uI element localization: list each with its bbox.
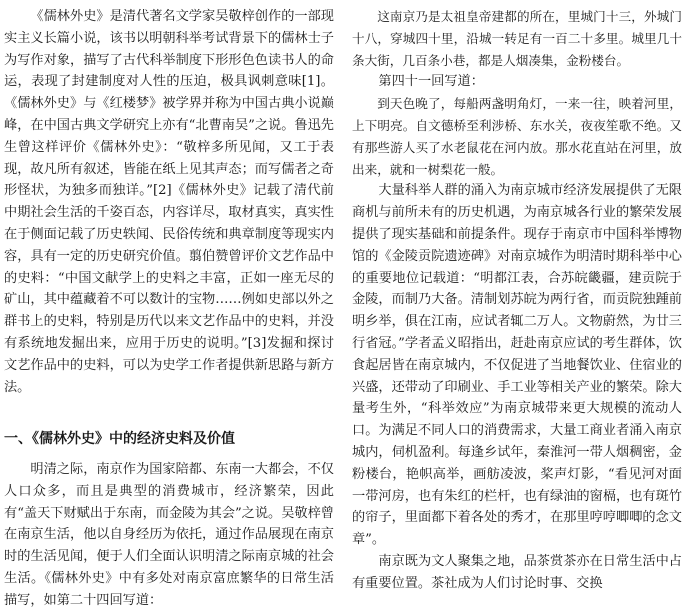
quote-block-chapter-41: 到天色晚了，每船两盏明角灯，一来一往，映着河里，上下明亮。自文德桥至利涉桥、东水关，夜夜笙歌不绝。又有那些游人买了水老鼠花在河内放。那水花直站在河里，放出来，就和一树梨花一般。 <box>352 96 682 177</box>
left-column <box>4 6 334 612</box>
section-heading: 一、《儒林外史》中的经济史料及价值 <box>4 431 235 447</box>
quote-block-chapter-24: 这南京乃是太祖皇帝建都的所在，里城门十三，外城门十八，穿城四十里，沿城一转足有一百二十多里。城里几十条大街，几百条小巷，都是人烟凑集，金粉楼台。 <box>352 9 682 68</box>
right-column <box>352 6 682 595</box>
intro-paragraph: 《儒林外史》是清代著名文学家吴敬梓创作的一部现实主义长篇小说，该书以明朝科举考试背景下的儒林士子为写作对象，描写了古代科举制度下形形色色读书人的命运，表现了封建制度对人性的压迫，极具讽刺意味[1]。《儒林外史》与《红楼梦》被学界并称为中国古典小说巅峰，在中国古典文学研究上亦有“北曹南吴”之说。鲁迅先生曾这样评价《儒林外史》：“敬梓多所见闻，又工于表现，故凡所有叙述，皆能在纸上见其声态；而写儒者之奇形怪状，为独多而独详。”[2]《儒林外史》记载了清代前中期社会生活的千姿百态，内容详尽，取材真实，真实性在于侧面记载了历史轶闻、民俗传统和典章制度等现实内容，具有一定的历史研究价值。翦伯赞曾评价文艺作品中的史料：“中国文献学上的史料之丰富，正如一座无尽的矿山，其中蕴藏着不可以数计的宝物……例如史部以外之群书上的史料，特别是历代以来文艺作品中的史料，并没有系统地发掘出来，应用于历史的说明。”[3]发掘和探讨文艺作品中的史料，可以为史学工作者提供新思路与新方法。 <box>4 9 334 395</box>
chapter-41-intro: 第四十一回写道： <box>378 74 484 90</box>
body-paragraph-tea: 南京既为文人聚集之地，品茶赏茶亦在日常生活中占有重要位置。茶社成为人们讨论时事、交换 <box>352 553 682 591</box>
section-paragraph: 明清之际，南京作为国家陪都、东南一大都会，不仅人口众多，而且是典型的消费城市，经济繁荣，因此有“盖天下财赋出于东南，而金陵为其会”之说。吴敬梓曾在南京生活，他以自身经历为依托，通过作品展现在南京时的生活见闻，便于人们全面认识明清之际南京城的社会生活。《儒林外史》中有多处对南京富庶繁华的日常生活描写，如第二十四回写道： <box>4 462 334 608</box>
body-paragraph-keju: 大量科举人群的涌入为南京城市经济发展提供了无限商机与前所未有的历史机遇，为南京城各行业的繁荣发展提供了现实基础和前提条件。现存于南京市中国科举博物馆的《金陵贡院遗迹碑》对南京城作为明清时期科举中心的重要地位记载道：“明都江表，合苏皖畿疆，建贡院于金陵，而制乃大备。清制划苏皖为两行省，而贡院独踵前明乡举，俱在江南，应试者辄二万人。文物蔚然，为廿三行省冠。”学者孟义昭指出，赶赴南京应试的考生群体，饮食起居皆在南京城内，不仅促进了当地餐饮业、住宿业的兴盛，还带动了印刷业、手工业等相关产业的繁荣。除大量考生外，“科举效应”为南京城带来更大规模的流动人口。为满足不同人口的消费需求，大量工商业者涌入南京城内，伺机盈利。每逢乡试年，秦淮河一带人烟稠密，金粉楼台，艳帜高举，画舫凌波，桨声灯影，“看见河对面一带河房，也有朱红的栏杆，也有绿油的窗槅，也有斑竹的帘子，里面都下着各处的秀才，在那里哼哼唧唧的念文章”。 <box>352 183 682 548</box>
